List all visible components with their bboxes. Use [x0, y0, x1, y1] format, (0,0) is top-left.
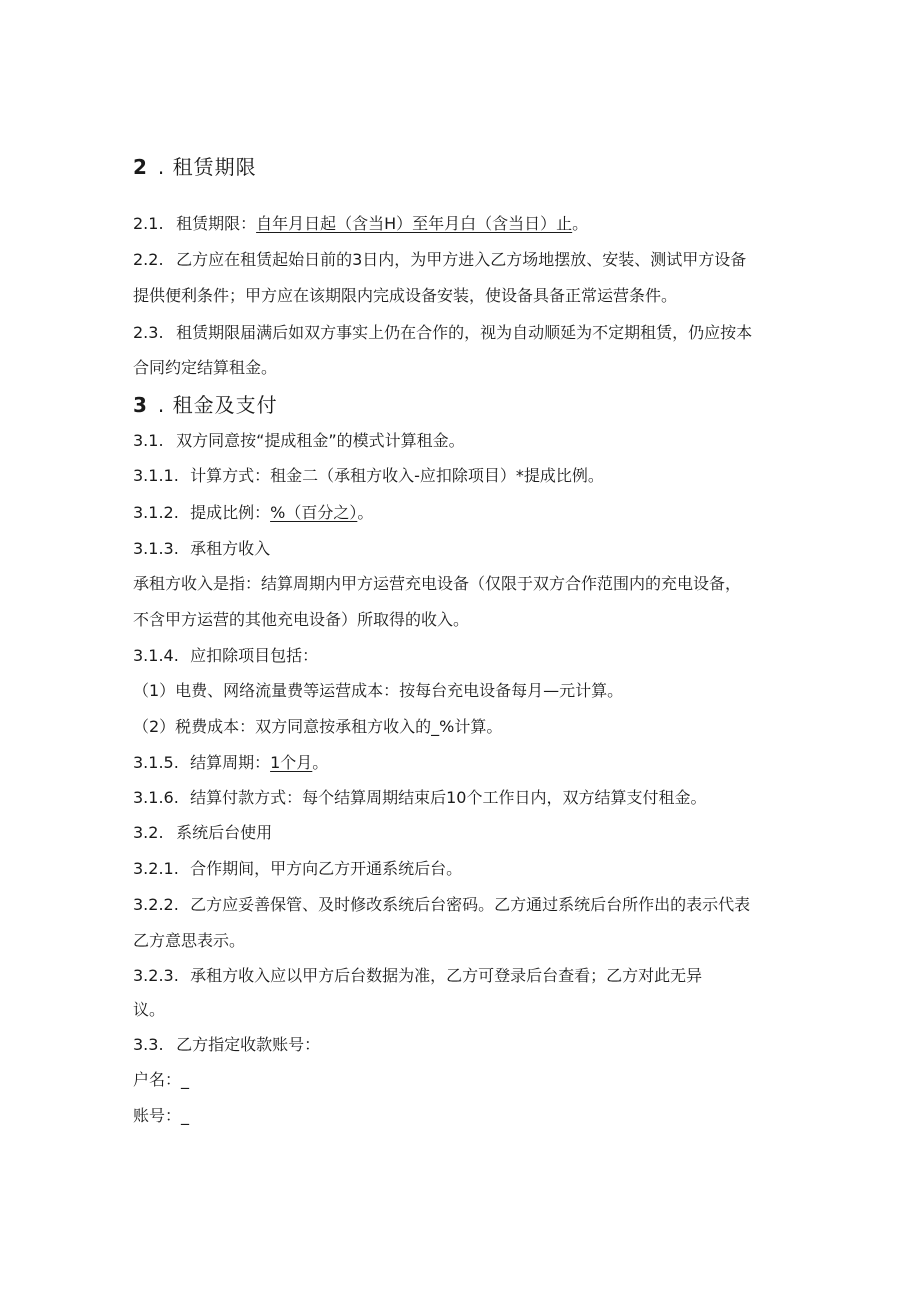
clause-number: 2.2. — [133, 250, 164, 269]
clause-3-1-1 — [133, 465, 604, 487]
clause-3-2-2-cont — [133, 930, 245, 952]
clause-text: 应扣除项目包括： — [190, 646, 319, 665]
clause-2-2 — [133, 249, 746, 271]
clause-number: 3.1.5. — [133, 753, 179, 772]
clause-text: 乙方意思表示。 — [133, 931, 246, 950]
clause-3-1-6 — [133, 787, 706, 809]
clause-text-end: 。 — [312, 753, 329, 772]
clause-number: 3.1.2. — [133, 503, 179, 522]
clause-3-2-3 — [133, 965, 702, 987]
clause-text: 合作期间，甲方向乙方开通系统后台。 — [190, 859, 463, 878]
clause-3-1-4 — [133, 645, 318, 667]
account-number: 账号：_ — [133, 1106, 190, 1125]
clause-number: 3.1.3. — [133, 539, 179, 558]
clause-number: 3.2.1. — [133, 859, 179, 878]
clause-text: 合同约定结算租金。 — [133, 358, 278, 377]
clause-number: 2.3. — [133, 323, 164, 342]
clause-number: 3.1. — [133, 431, 164, 450]
clause-text: 承租方收入是指：结算周期内甲方运营充电设备（仅限于双方合作范围内的充电设备， — [133, 574, 742, 593]
clause-2-3-cont — [133, 357, 277, 379]
clause-text: 承租方收入 — [190, 539, 271, 558]
clause-3-1-2 — [133, 502, 373, 524]
deduction-item-1 — [133, 680, 623, 702]
clause-number: 2.1. — [133, 214, 164, 233]
clause-text: 议。 — [133, 1000, 166, 1019]
section-2-heading — [133, 154, 257, 180]
clause-number: 3.1.1. — [133, 466, 179, 485]
clause-text: 租赁期限： — [176, 214, 257, 233]
clause-number: 3.3. — [133, 1035, 164, 1054]
clause-text-end: 。 — [357, 503, 374, 522]
income-definition-line-2 — [133, 609, 469, 631]
clause-text: 结算周期： — [190, 753, 271, 772]
clause-2-2-cont — [133, 285, 677, 307]
section-number: 2 — [133, 155, 148, 179]
account-number-line — [133, 1105, 189, 1127]
account-name-line — [133, 1069, 189, 1091]
clause-text: 双方同意按“提成租金”的模式计算租金。 — [176, 431, 465, 450]
clause-text: 结算付款方式：每个结算周期结束后10个工作日内，双方结算支付租金。 — [190, 788, 707, 807]
section-title: . 租金及支付 — [157, 393, 278, 417]
clause-3-1-5 — [133, 752, 328, 774]
clause-3-3 — [133, 1034, 320, 1056]
clause-3-2-3-cont — [133, 999, 165, 1021]
clause-text: 租赁期限届满后如双方事实上仍在合作的，视为自动顺延为不定期租赁，仍应按本 — [176, 323, 753, 342]
commission-rate-underlined: %（百分之） — [270, 503, 358, 522]
clause-text: 乙方指定收款账号： — [176, 1035, 321, 1054]
clause-number: 3.2. — [133, 823, 164, 842]
section-3-heading — [133, 392, 278, 418]
clause-text: 系统后台使用 — [176, 823, 273, 842]
clause-3-1-3 — [133, 538, 270, 560]
clause-text: 不含甲方运营的其他充电设备）所取得的收入。 — [133, 610, 470, 629]
section-number: 3 — [133, 393, 148, 417]
clause-2-3 — [133, 322, 752, 344]
list-item-text: （1）电费、网络流量费等运营成本：按每台充电设备每月—元计算。 — [133, 681, 624, 700]
settlement-period-underlined: 1个月 — [270, 753, 313, 772]
clause-number: 3.1.6. — [133, 788, 179, 807]
clause-number: 3.2.3. — [133, 966, 179, 985]
deduction-item-2 — [133, 716, 502, 738]
clause-text: 提供便利条件；甲方应在该期限内完成设备安装，使设备具备正常运营条件。 — [133, 286, 678, 305]
section-title: . 租赁期限 — [157, 155, 257, 179]
account-name: 户名：_ — [133, 1070, 190, 1089]
list-item-text: （2）税费成本：双方同意按承租方收入的_%计算。 — [133, 717, 503, 736]
clause-text-end: 。 — [572, 214, 589, 233]
clause-text: 计算方式：租金二（承租方收入-应扣除项目）*提成比例。 — [190, 466, 604, 485]
clause-number: 3.2.2. — [133, 895, 179, 914]
clause-text: 乙方应在租赁起始日前的3日内，为甲方进入乙方场地摆放、安装、测试甲方设备 — [176, 250, 747, 269]
clause-number: 3.1.4. — [133, 646, 179, 665]
clause-text: 乙方应妥善保管、及时修改系统后台密码。乙方通过系统后台所作出的表示代表 — [190, 895, 751, 914]
clause-3-2 — [133, 822, 272, 844]
income-definition-line-1 — [133, 573, 741, 595]
clause-3-2-2 — [133, 894, 750, 916]
lease-term-underlined: 自年月日起（含当H）至年月白（含当日）止 — [256, 214, 573, 233]
clause-text: 承租方收入应以甲方后台数据为准，乙方可登录后台查看；乙方对此无异 — [190, 966, 703, 985]
clause-text: 提成比例： — [190, 503, 271, 522]
clause-3-1 — [133, 430, 465, 452]
clause-3-2-1 — [133, 858, 462, 880]
clause-2-1 — [133, 213, 588, 235]
